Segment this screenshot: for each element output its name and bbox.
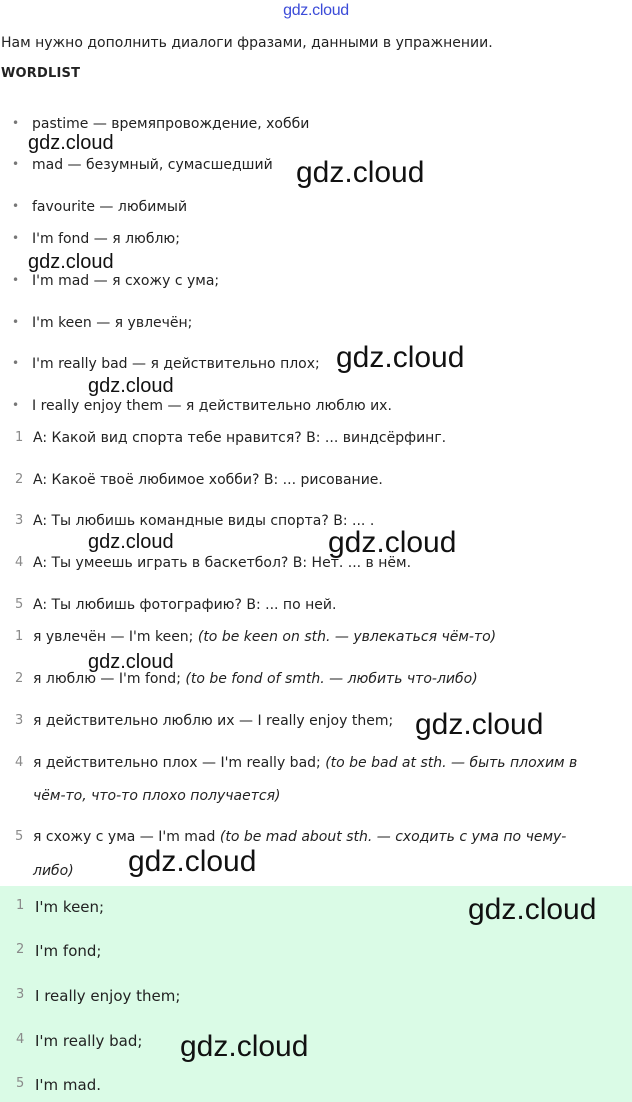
bullet-icon: • — [12, 199, 20, 213]
watermark: gdz.cloud — [88, 531, 174, 553]
wordlist-heading: WORDLIST — [1, 66, 81, 81]
bullet-icon: • — [12, 157, 20, 171]
bullet-icon: • — [12, 273, 20, 287]
answers-panel: 1 I'm keen; 2 I'm fond; 3 I really enjoy them; 4 I'm really bad; 5 I'm mad. — [0, 886, 632, 1102]
translation-note: (to be bad at sth. — быть плохим в — [325, 755, 578, 771]
watermark: gdz.cloud — [328, 526, 457, 559]
watermark: gdz.cloud — [415, 708, 544, 741]
watermark: gdz.cloud — [296, 156, 425, 189]
bullet-icon: • — [12, 356, 20, 370]
translation-note: (to be keen on sth. — увлекаться чём-то) — [197, 629, 497, 645]
watermark: gdz.cloud — [28, 251, 114, 273]
bullet-icon: • — [12, 116, 20, 130]
watermark: gdz.cloud — [88, 375, 174, 397]
translation-note: (to be fond of smth. — любить что-либо) — [185, 671, 478, 687]
bullet-icon: • — [12, 398, 20, 412]
watermark: gdz.cloud — [180, 1030, 309, 1063]
bullet-icon: • — [12, 231, 20, 245]
watermark: gdz.cloud — [128, 845, 257, 878]
translation-note: (to be mad about sth. — сходить с ума по чему- — [219, 829, 567, 845]
watermark: gdz.cloud — [468, 893, 597, 926]
bullet-icon: • — [12, 315, 20, 329]
intro-text: Нам нужно дополнить диалоги фразами, данными в упражнении. — [1, 35, 493, 51]
site-logo[interactable]: gdz.cloud — [283, 2, 349, 19]
watermark: gdz.cloud — [336, 341, 465, 374]
watermark: gdz.cloud — [28, 132, 114, 154]
watermark: gdz.cloud — [88, 651, 174, 673]
